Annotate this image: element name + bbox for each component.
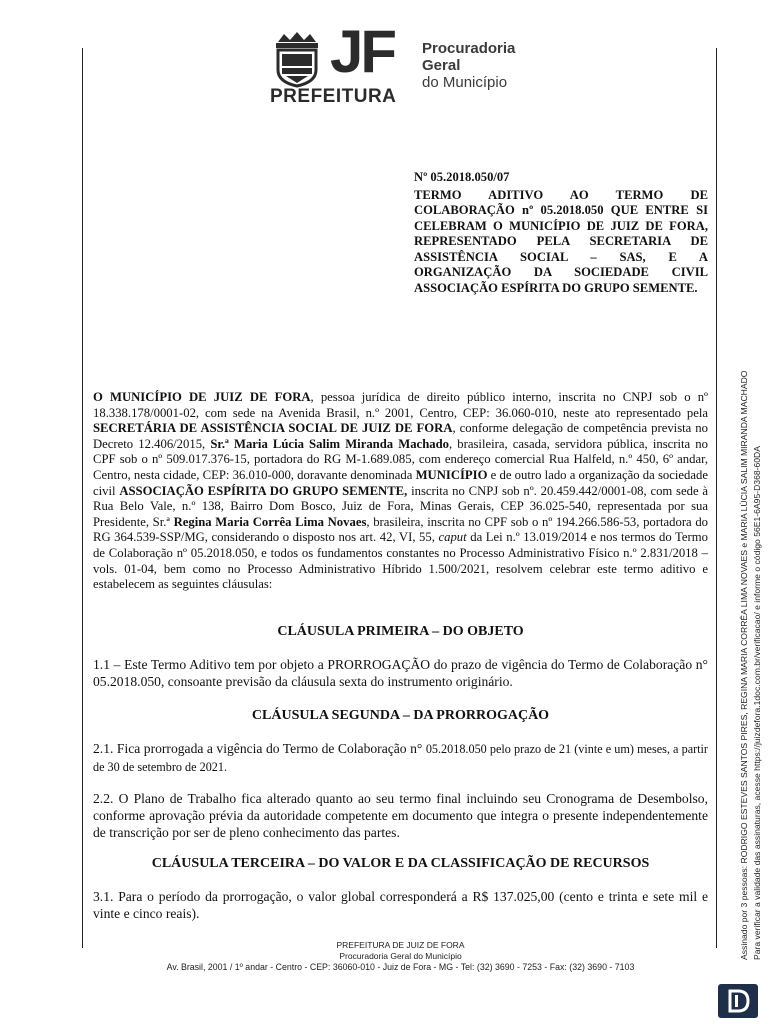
preamble-text-7: da Lei n.º 13.019/2014 e nos termos do Termo de Colaboração nº 05.2018.050, e todos os fundamentos constantes no Processo Administrativo Físico n.º 2.831/2018 – vols. 01-04, bem como no Processo Administrativo Híbrido 1.500/2021, resolvem celebrar este termo aditivo e estabelecem as seguintes cláusulas:	[93, 530, 708, 592]
document-title-block	[414, 170, 708, 296]
preamble-text-2: , conforme delegação de competência prevista no Decreto 12.406/2015,	[93, 421, 708, 451]
signers-line: Assinado por 3 pessoas: RODRIGO ESTEVES SANTOS PIRES, REGINA MARIA CORRÊA LIMA NOVAES e MARIA LÚCIA SALIM MIRANDA MACHADO	[739, 370, 749, 960]
right-margin-rule	[716, 48, 717, 948]
document-number: Nº 05.2018.050/07	[414, 170, 510, 184]
document-description: TERMO ADITIVO AO TERMO DE COLABORAÇÃO nº 05.2018.050 QUE ENTRE SI CELEBRAM O MUNICÍPIO DE JUIZ DE FORA, REPRESENTADO PELA SECRETARIA DE ASSISTÊNCIA SOCIAL – SAS, E A ORGANIZAÇÃO DA SOCIEDADE CIVIL ASSOCIAÇÃO ESPÍRITA DO GRUPO SEMENTE.	[414, 187, 708, 295]
footer-line-1: PREFEITURA DE JUIZ DE FORA	[336, 940, 465, 950]
pgm-line-3: do Município	[422, 74, 508, 91]
preamble-president-name: Regina Maria Corrêa Lima Novaes	[173, 514, 367, 529]
footer-line-2: Procuradoria Geral do Município	[339, 951, 462, 961]
clause-2-1-text-b: 05.2018.050 pelo prazo de 21 (vinte e um) meses, a partir de 30 de setembro de 2021.	[93, 742, 708, 774]
clause-2-2	[93, 790, 708, 841]
procuradoria-name	[422, 40, 515, 91]
preamble-text-3: , brasileira, casada, servidora pública, inscrita no CPF sob o nº 509.017.376-15, portadora do RG M-1.689.085, com endereço comercial Rua Halfeld, n.º 450, 6º andar, Centro, nesta cidade, CEP: 36.010-000, doravante denominada	[93, 436, 708, 482]
page-footer	[93, 940, 708, 973]
preamble-caput: caput	[438, 530, 467, 545]
preamble-text-5: inscrita no CNPJ sob nº. 20.459.442/0001-08, com sede à Rua Belo Vale, n.º 138, Bairro Dom Bosco, Juiz de Fora, Minas Gerais, CEP 36.025-540, representada por sua Presidente, Sr.ª	[93, 483, 708, 529]
preamble-paragraph	[93, 390, 708, 593]
pgm-line-2: Geral	[422, 57, 461, 74]
city-crest-icon	[270, 30, 324, 88]
clause-3-heading: CLÁUSULA TERCEIRA – DO VALOR E DA CLASSIFICAÇÃO DE RECURSOS	[151, 856, 650, 871]
preamble-text-1: , pessoa jurídica de direito público interno, inscrita no CNPJ sob o nº 18.338.178/0001-02, com sede na Avenida Brasil, n.º 2001, Centro, CEP: 36.060-010, neste ato representado pela	[93, 390, 708, 420]
jf-logo-text: JF	[330, 18, 395, 85]
preamble-association: ASSOCIAÇÃO ESPÍRITA DO GRUPO SEMENTE,	[119, 483, 408, 498]
clause-2-1-text-a: 2.1. Fica prorrogada a vigência do Termo de Colaboração n°	[93, 741, 426, 756]
left-margin-rule	[82, 48, 83, 948]
preamble-text-6: , brasileira, inscrita no CPF sob o nº 194.266.586-53, portadora do RG 364.539-SSP/MG, considerando o disposto nos art. 42, VI, 55,	[93, 514, 709, 545]
preamble-text-4: e de outro lado a organização da sociedade civil	[93, 467, 708, 498]
clause-3-1	[93, 888, 708, 922]
preamble-municipio-short: MUNICÍPIO	[415, 467, 488, 482]
letterhead	[270, 18, 540, 107]
1doc-logo-icon	[718, 984, 758, 1018]
clause-3-1-text: 3.1. Para o período da prorrogação, o valor global corresponderá a R$ 137.025,00 (cento e trinta e sete mil e vinte e cinco reais).	[93, 889, 708, 921]
clause-1-1	[93, 656, 708, 690]
prefeitura-logo-text: PREFEITURA	[270, 86, 397, 107]
clause-2-heading: CLÁUSULA SEGUNDA – DA PRORROGAÇÃO	[251, 708, 550, 723]
clause-2-1	[93, 740, 708, 776]
footer-line-3: Av. Brasil, 2001 / 1º andar - Centro - CEP: 36060-010 - Juiz de Fora - MG - Tel: (32) 3690 - 7253 - Fax: (32) 3690 - 7103	[166, 962, 635, 972]
preamble-secretary-name: Sr.ª Maria Lúcia Salim Miranda Machado	[210, 436, 449, 451]
preamble-municipio: O MUNICÍPIO DE JUIZ DE FORA	[93, 390, 311, 404]
clause-1-1-text: 1.1 – Este Termo Aditivo tem por objeto a PRORROGAÇÃO do prazo de vigência do Termo de Colaboração n° 05.2018.050, consoante previsão da cláusula sexta do instrumento originário.	[93, 657, 708, 689]
verification-line: Para verificar a validade das assinaturas, acesse https://juizdefora.1doc.com.br/verificacao/ e informe o código 56E1-6A95-D368-60DA	[752, 446, 762, 960]
clause-1-heading: CLÁUSULA PRIMEIRA – DO OBJETO	[277, 624, 524, 639]
preamble-secretaria: SECRETÁRIA DE ASSISTÊNCIA SOCIAL DE JUIZ DE FORA	[93, 421, 453, 436]
clause-2-2-text: 2.2. O Plano de Trabalho fica alterado quanto ao seu termo final incluindo seu Cronograma de Desembolso, conforme aprovação prévia da autoridade competente em documento que integra o presente independentemente de transcrição por ser de pleno conhecimento das partes.	[93, 791, 708, 840]
signature-verification-stamp	[738, 320, 764, 960]
pgm-line-1: Procuradoria	[422, 40, 516, 57]
